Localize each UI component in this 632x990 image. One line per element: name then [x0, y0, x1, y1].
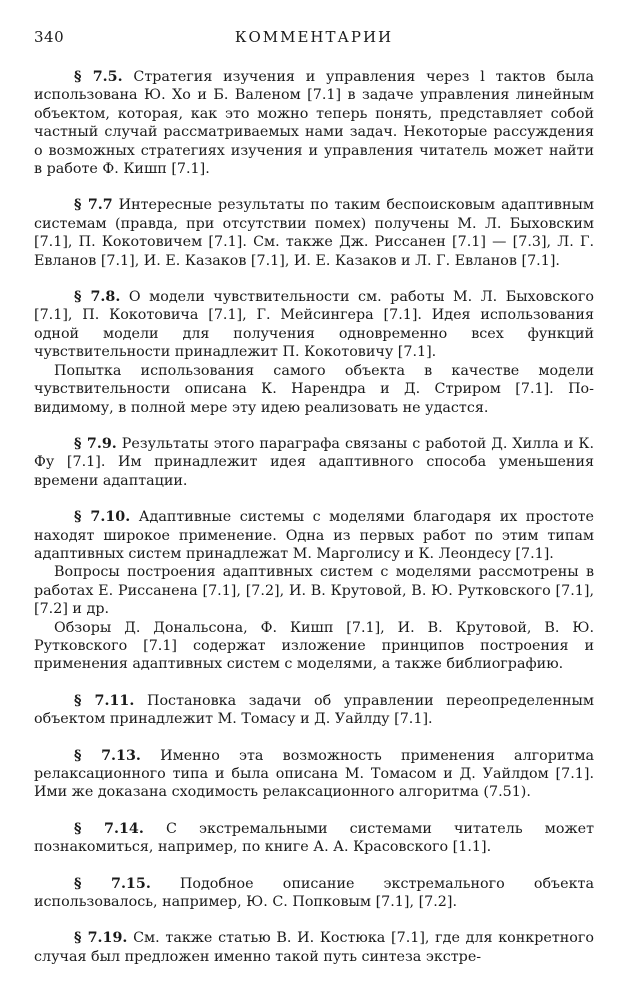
paragraph: Обзоры Д. Дональсона, Ф. Кишп [7.1], И. В. Крутовой, В. Ю. Рутковского [7.1] содержат изложение принципов построения и применения адаптивных систем с моделями, а также библиографию.	[34, 619, 594, 673]
paragraph	[34, 508, 594, 563]
paragraph	[34, 820, 594, 857]
paragraph-text: Интересные результаты по таким беспоисковым адаптивным системам (правда, при отсутствии помех) получены М. Л. Быховским [7.1], П. Кокотовичем [7.1]. См. также Дж. Риссанен [7.1] — [7.3], Л. Г. Евланов [7.1], И. Е. Казаков [7.1], И. Е. Казаков и Л. Г. Евланов [7.1].	[34, 197, 594, 269]
running-title: КОММЕНТАРИИ	[234, 28, 394, 46]
section-7-10	[34, 508, 594, 674]
page-number: 340	[34, 28, 65, 46]
section-number: § 7.11.	[74, 692, 135, 709]
paragraph-text: Постановка задачи об управлении переопределенным объектом принадлежит М. Томасу и Д. Уайлду [7.1].	[34, 692, 595, 728]
paragraph-text: Результаты этого параграфа связаны с работой Д. Хилла и К. Фу [7.1]. Им принадлежит идея адаптивного способа уменьшения времени адаптации.	[34, 435, 594, 489]
paragraph	[34, 435, 594, 490]
paragraph-text: Именно эта возможность применения алгоритма релаксационного типа и была описана М. Томасом и Д. Уайлдом [7.1]. Ими же доказана сходимость релаксационного алгоритма (7.51).	[34, 747, 594, 801]
paragraph-text: С экстремальными системами читатель может познакомиться, например, по книге А. А. Красовского [1.1].	[34, 820, 594, 856]
paragraph	[34, 692, 594, 729]
section-7-8	[34, 288, 594, 417]
paragraph	[34, 288, 594, 362]
paragraph: Вопросы построения адаптивных систем с моделями рассмотрены в работах Е. Риссанена [7.1], [7.2], И. В. Крутовой, В. Ю. Рутковского [7.1], [7.2] и др.	[34, 564, 594, 618]
section-7-19	[34, 929, 594, 966]
section-7-14	[34, 820, 594, 857]
paragraph	[34, 68, 594, 178]
section-number: § 7.10.	[74, 509, 131, 526]
section-number: § 7.15.	[74, 875, 151, 892]
section-number: § 7.14.	[74, 820, 144, 837]
paragraph-text: Стратегия изучения и управления через l тактов была использована Ю. Хо и Б. Валеном [7.1] в задаче управления линейным объектом, которая, как это можно теперь понять, представляет собой частный случай рассматриваемых нами задач. Некоторые рассуждения о возможных стратегиях изучения и управления читатель может найти в работе Ф. Кишп [7.1].	[34, 69, 595, 178]
paragraph	[34, 929, 594, 966]
book-page	[34, 28, 594, 966]
paragraph	[34, 875, 594, 912]
section-number: § 7.13.	[74, 747, 141, 764]
section-7-9	[34, 435, 594, 490]
section-7-7	[34, 196, 594, 270]
paragraph-text: О модели чувствительности см. работы М. Л. Быховского [7.1], П. Кокотовича [7.1], Г. Мейсингера [7.1]. Идея использования одной модели для получения одновременно всех функций чувствительности принадлежит П. Кокотовичу [7.1].	[34, 289, 594, 361]
section-7-11	[34, 692, 594, 729]
section-number: § 7.19.	[74, 930, 128, 947]
section-number: § 7.9.	[74, 435, 117, 452]
section-number: § 7.7	[74, 197, 113, 214]
paragraph-text: Подобное описание экстремального объекта использовалось, например, Ю. С. Попковым [7.1], [7.2].	[34, 875, 594, 911]
paragraph-text: Адаптивные системы с моделями благодаря их простоте находят широкое применение. Одна из первых работ по этим типам адаптивных систем принадлежат М. Марголису и К. Леондесу [7.1].	[34, 509, 594, 562]
section-number: § 7.8.	[74, 289, 121, 306]
section-7-13	[34, 747, 594, 802]
paragraph: Попытка использования самого объекта в качестве модели чувствительности описана К. Нарендра и Д. Стриром [7.1]. По-видимому, в полной мере эту идею реализовать не удастся.	[34, 362, 594, 416]
section-7-15	[34, 875, 594, 912]
paragraph	[34, 196, 594, 270]
paragraph-text: См. также статью В. И. Костюка [7.1], где для конкретного случая был предложен именно такой путь синтеза экстре-	[34, 930, 594, 965]
paragraph	[34, 747, 594, 802]
page-header	[34, 28, 594, 50]
section-7-5	[34, 68, 594, 178]
section-number: § 7.5.	[74, 69, 123, 85]
